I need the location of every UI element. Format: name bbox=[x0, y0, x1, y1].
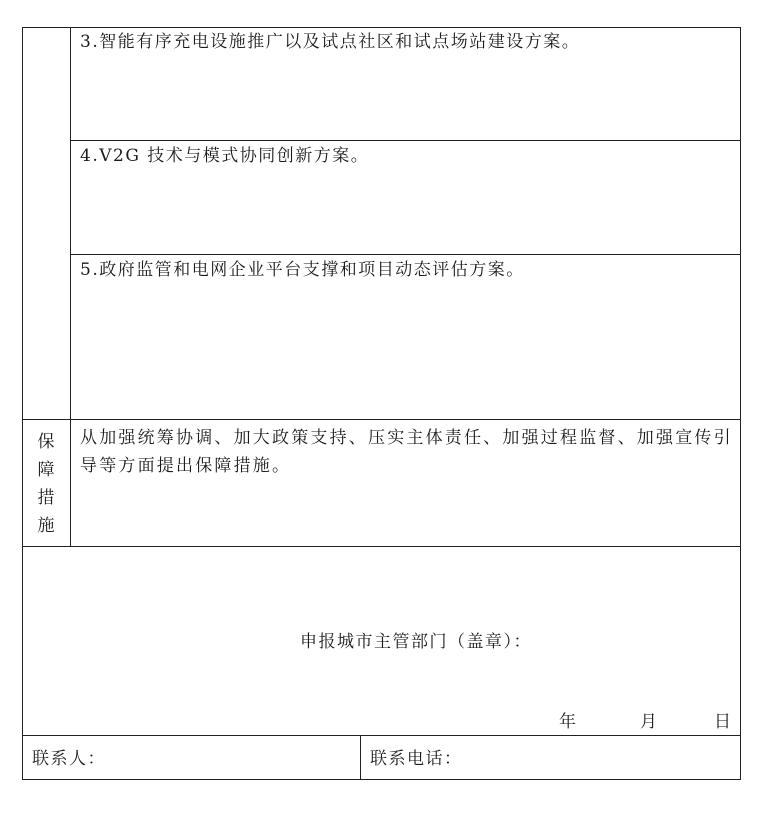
table-border bbox=[70, 27, 71, 547]
guarantee-label-char: 保 bbox=[37, 432, 55, 452]
plan-item-3: 3.智能有序充电设施推广以及试点社区和试点场站建设方案。 bbox=[80, 32, 581, 52]
guarantee-label-char: 施 bbox=[37, 516, 55, 536]
guarantee-label bbox=[34, 428, 58, 540]
approval-month: 月 bbox=[640, 712, 659, 732]
table-border bbox=[22, 27, 23, 780]
approval-year: 年 bbox=[559, 712, 578, 732]
table-border bbox=[22, 27, 741, 28]
approval-authority: 申报城市主管部门（盖章）： bbox=[300, 632, 532, 652]
table-border bbox=[360, 735, 361, 780]
table-border bbox=[740, 27, 741, 780]
table-border bbox=[22, 419, 741, 420]
table-border bbox=[70, 140, 741, 141]
guarantee-text: 从加强统筹协调、加大政策支持、压实主体责任、加强过程监督、加强宣传引导等方面提出保障措施。 bbox=[80, 428, 733, 476]
guarantee-label-char: 措 bbox=[37, 488, 55, 508]
table-border bbox=[22, 779, 741, 780]
approval-day: 日 bbox=[714, 712, 733, 732]
guarantee-label-char: 障 bbox=[37, 460, 55, 480]
plan-item-5: 5.政府监管和电网企业平台支撑和项目动态评估方案。 bbox=[80, 260, 525, 280]
table-border bbox=[70, 254, 741, 255]
contact-phone-label: 联系电话： bbox=[370, 749, 463, 769]
table-border bbox=[22, 546, 741, 547]
plan-item-4: 4.V2G 技术与模式协同创新方案。 bbox=[80, 146, 370, 166]
contact-person-label: 联系人： bbox=[32, 749, 106, 769]
table-border bbox=[22, 735, 741, 736]
